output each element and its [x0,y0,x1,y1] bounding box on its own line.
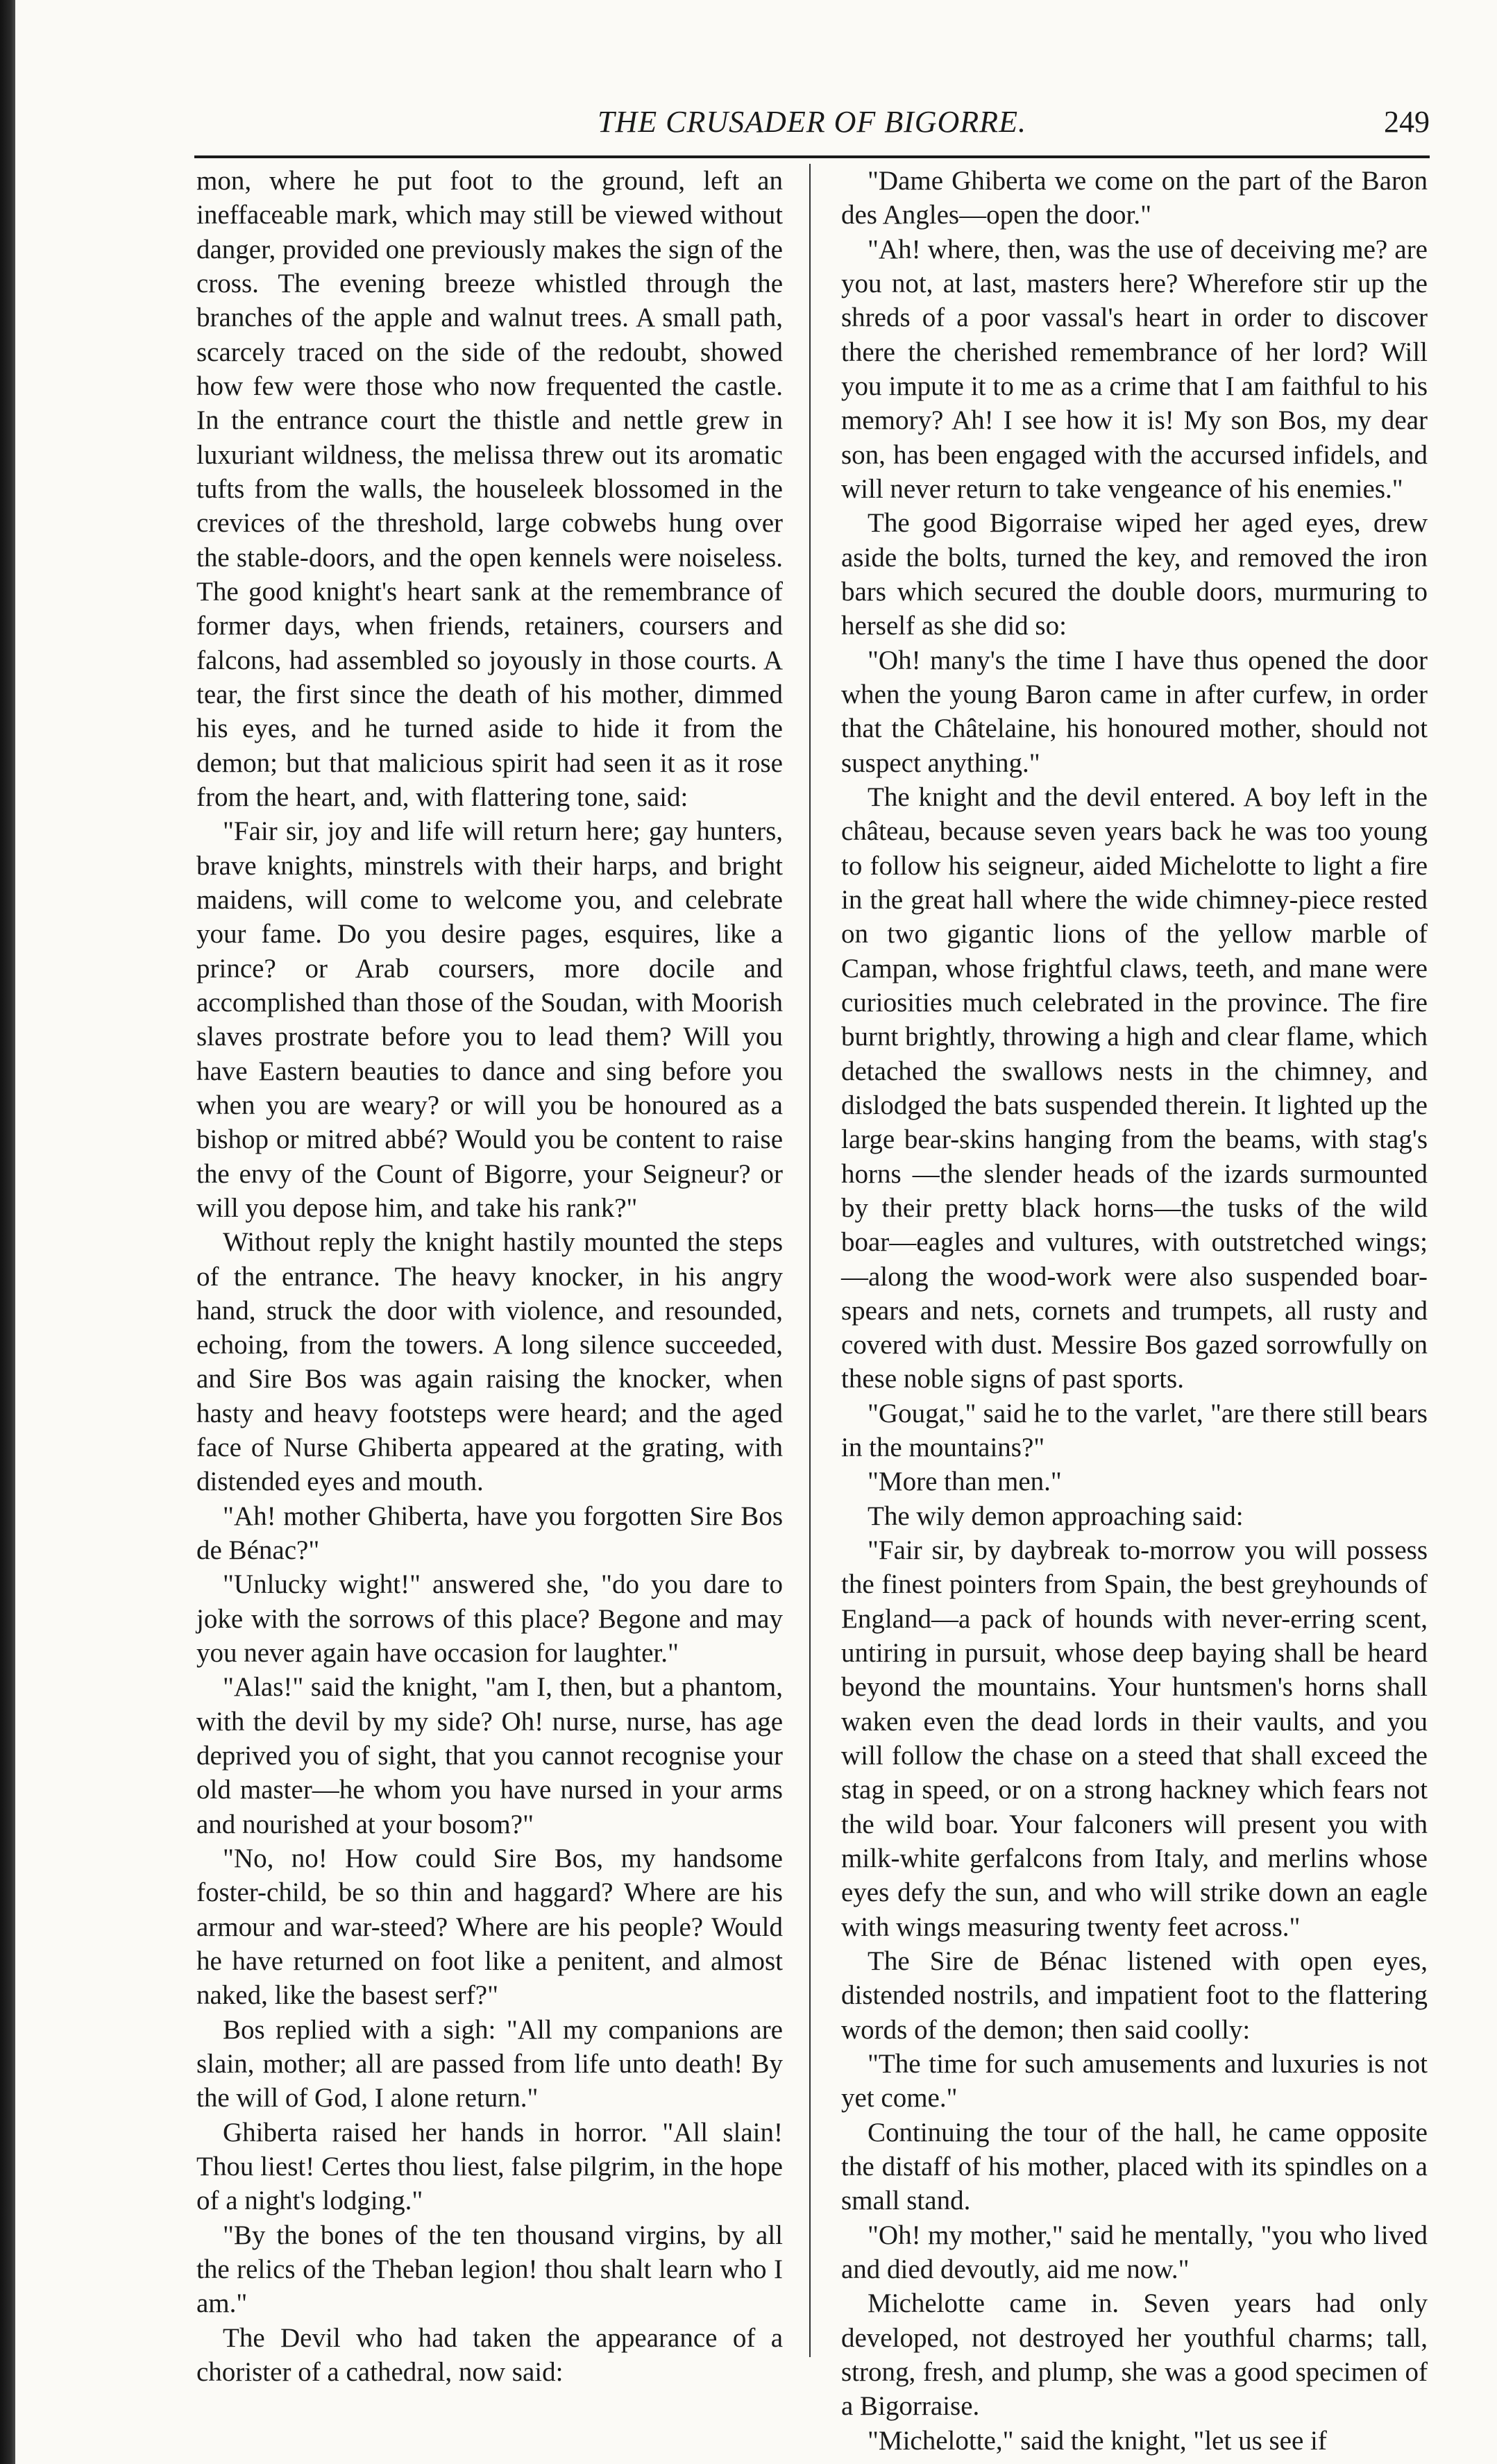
paragraph: "By the bones of the ten thousand virgins, by all the relics of the Theban legion! thou shalt learn who I am." [196,2220,783,2319]
book-spine-shadow [0,0,15,2464]
running-title: THE CRUSADER OF BIGORRE. [598,105,1026,139]
paragraph: The Sire de Bénac listened with open eyes, distended nostrils, and impatient foot to the flattering words of the demon; then said coolly: [841,1946,1428,2045]
paragraph: "Oh! my mother," said he mentally, "you who lived and died devoutly, aid me now." [841,2220,1428,2285]
paragraph: "Ah! mother Ghiberta, have you forgotten Sire Bos de Bénac?" [196,1501,783,1566]
paragraph: "Fair sir, joy and life will return here; gay hunters, brave knights, minstrels with their harps, and bright maidens, will come to welcome you, and celebrate your fame. Do you desire pages, esquires, like a prince? or Arab coursers, more docile and accomplished than those of the Soudan, with Moorish slaves prostrate before you to lead them? Will you have Eastern beauties to dance and sing before you when you are weary? or will you be honoured as a bishop or mitred abbé? Would you be content to raise the envy of the Count of Bigorre, your Seigneur? or will you depose him, and take his rank?" [196,816,783,1223]
paragraph: "Unlucky wight!" answered she, "do you dare to joke with the sorrows of this place? Begone and may you never again have occasion for laughter." [196,1569,783,1669]
paragraph: The good Bigorraise wiped her aged eyes, drew aside the bolts, turned the key, and removed the iron bars which secured the double doors, murmuring to herself as she did so: [841,508,1428,641]
paragraph: mon, where he put foot to the ground, left an ineffaceable mark, which may still be viewed without danger, provided one previously makes the sign of the cross. The evening breeze whistled through the branches of the apple and walnut trees. A small path, scarcely traced on the side of the redoubt, showed how few were those who now frequented the castle. In the entrance court the thistle and nettle grew in luxuriant wildness, the melissa threw out its aromatic tufts from the walls, the houseleek blossomed in the crevices of the threshold, large cobwebs hung over the stable-doors, and the open kennels were noiseless. The good knight's heart sank at the remembrance of former days, when friends, retainers, coursers and falcons, had assembled so joyously in those courts. A tear, the first since the death of his mother, dimmed his eyes, and he turned aside to hide it from the demon; but that malicious spirit had seen it as it rose from the heart, and, with flattering tone, said: [196,166,783,812]
page-number: 249 [1384,105,1430,139]
paragraph: "Gougat," said he to the varlet, "are there still bears in the mountains?" [841,1398,1428,1463]
paragraph: "Fair sir, by daybreak to-morrow you will possess the finest pointers from Spain, the best greyhounds of England—a pack of hounds with never-erring scent, untiring in pursuit, whose deep baying shall be heard beyond the mountains. Your huntsmen's horns shall waken even the dead lords in their vaults, and you will follow the chase on a steed that shall exceed the stag in speed, or on a strong hackney which fears not the wild boar. Your falconers will present you with milk-white gerfalcons from Italy, and merlins whose eyes defy the sun, and who will strike down an eagle with wings measuring twenty feet across." [841,1535,1428,1942]
paragraph: Ghiberta raised her hands in horror. "All slain! Thou liest! Certes thou liest, false pilgrim, in the hope of a night's lodging." [196,2117,783,2216]
paragraph: The Devil who had taken the appearance of a chorister of a cathedral, now said: [196,2322,783,2387]
paragraph: "Alas!" said the knight, "am I, then, but a phantom, with the devil by my side? Oh! nurse, nurse, has age deprived you of sight, that you cannot recognise your old master—he whom you have nursed in your arms and nourished at your bosom?" [196,1672,783,1839]
right-column [841,164,1428,2456]
paragraph: "Oh! many's the time I have thus opened the door when the young Baron came in after curfew, in order that the Châtelaine, his honoured mother, should not suspect anything." [841,645,1428,778]
paragraph: The wily demon approaching said: [868,1501,1244,1531]
paragraph: "More than men." [868,1467,1062,1497]
paragraph: Without reply the knight hastily mounted the steps of the entrance. The heavy knocker, in his angry hand, struck the door with violence, and resounded, echoing, from the towers. A long silence succeeded, and Sire Bos was again raising the knocker, when hasty and heavy footsteps were heard; and the aged face of Nurse Ghiberta appeared at the grating, with distended eyes and mouth. [196,1227,783,1497]
column-divider [809,164,811,2357]
page-header [194,104,1430,153]
paragraph: Bos replied with a sigh: "All my companions are slain, mother; all are passed from life unto death! By the will of God, I alone return." [196,2014,783,2113]
paragraph: "No, no! How could Sire Bos, my handsome foster-child, be so thin and haggard? Where are his armour and war-steed? Where are his people? Would he have returned on foot like a penitent, and almost naked, like the basest serf?" [196,1843,783,2011]
paragraph: "Michelotte," said the knight, "let us see if [868,2425,1327,2456]
header-rule [194,155,1430,158]
paragraph: Michelotte came in. Seven years had only developed, not destroyed her youthful charms; tall, strong, fresh, and plump, she was a good specimen of a Bigorraise. [841,2288,1428,2422]
paragraph: Continuing the tour of the hall, he came opposite the distaff of his mother, placed with its spindles on a small stand. [841,2117,1428,2216]
paragraph: "The time for such amusements and luxuries is not yet come." [841,2049,1428,2113]
paragraph: "Dame Ghiberta we come on the part of the Baron des Angles—open the door." [841,166,1428,230]
paragraph: The knight and the devil entered. A boy left in the château, because seven years back he was too young to follow his seigneur, aided Michelotte to light a fire in the great hall where the wide chimney-piece rested on two gigantic lions of the yellow marble of Campan, whose frightful claws, teeth, and mane were curiosities much celebrated in the province. The fire burnt brightly, throwing a high and clear flame, which detached the swallows nests in the chimney, and dislodged the bats suspended therein. It lighted up the large bear-skins hanging from the beams, with stag's horns —the slender heads of the izards surmounted by their pretty black horns—the tusks of the wild boar—eagles and vultures, with outstretched wings;—along the wood-work were also suspended boar-spears and nets, cornets and trumpets, all rusty and covered with dust. Messire Bos gazed sorrowfully on these noble signs of past sports. [841,782,1428,1394]
paragraph: "Ah! where, then, was the use of deceiving me? are you not, at last, masters here? Wherefore stir up the shreds of a poor vassal's heart in order to discover there the cherished remembrance of her lord? Will you impute it to me as a crime that I am faithful to his memory? Ah! I see how it is! My son Bos, my dear son, has been engaged with the accursed infidels, and will never return to take vengeance of his enemies." [841,234,1428,504]
left-column [196,164,783,2387]
